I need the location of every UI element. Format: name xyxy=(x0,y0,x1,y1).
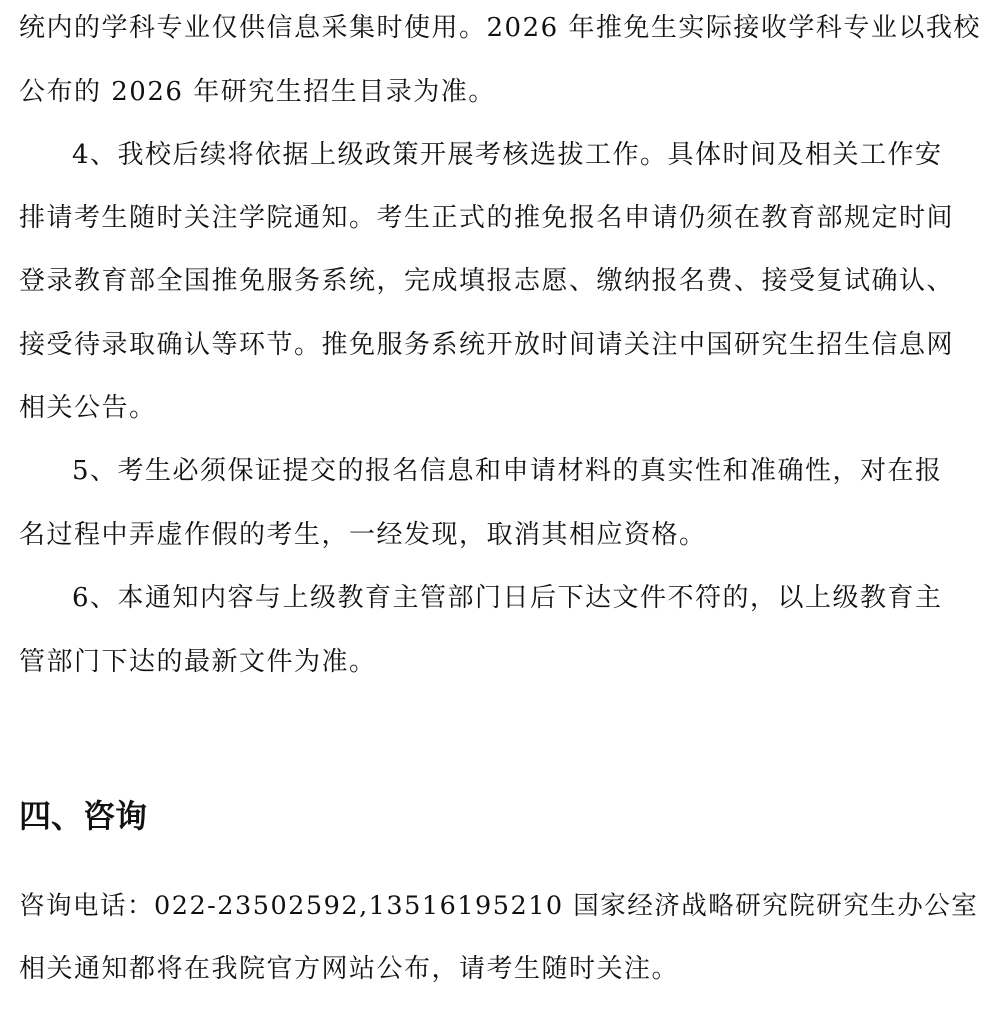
item4-line-1: 4、我校后续将依据上级政策开展考核选拔工作。具体时间及相关工作安 xyxy=(72,140,943,170)
item3-line-2: 公布的 2026 年研究生招生目录为准。 xyxy=(19,77,496,107)
item3-line-1: 统内的学科专业仅供信息采集时使用。2026 年推免生实际接收学科专业以我校 xyxy=(19,13,981,43)
item4-line-4: 接受待录取确认等环节。推免服务系统开放时间请关注中国研究生招生信息网 xyxy=(19,330,955,360)
item4-line-5: 相关公告。 xyxy=(19,393,157,423)
item5-line-2: 名过程中弄虚作假的考生，一经发现，取消其相应资格。 xyxy=(19,520,707,550)
item6-line-1: 6、本通知内容与上级教育主管部门日后下达文件不符的，以上级教育主 xyxy=(72,583,943,613)
item6-line-2: 管部门下达的最新文件为准。 xyxy=(19,647,377,677)
item4-line-3: 登录教育部全国推免服务系统，完成填报志愿、缴纳报名费、接受复试确认、 xyxy=(19,266,955,296)
consult-notice-line: 相关通知都将在我院官方网站公布，请考生随时关注。 xyxy=(19,954,680,984)
item4-line-2: 排请考生随时关注学院通知。考生正式的推免报名申请仍须在教育部规定时间 xyxy=(19,203,955,233)
consult-heading: 四、咨询 xyxy=(19,797,148,835)
item5-line-1: 5、考生必须保证提交的报名信息和申请材料的真实性和准确性，对在报 xyxy=(72,456,943,486)
consult-phone-line: 咨询电话：022-23502592,13516195210 国家经济战略研究院研究生办公室 xyxy=(19,891,979,921)
